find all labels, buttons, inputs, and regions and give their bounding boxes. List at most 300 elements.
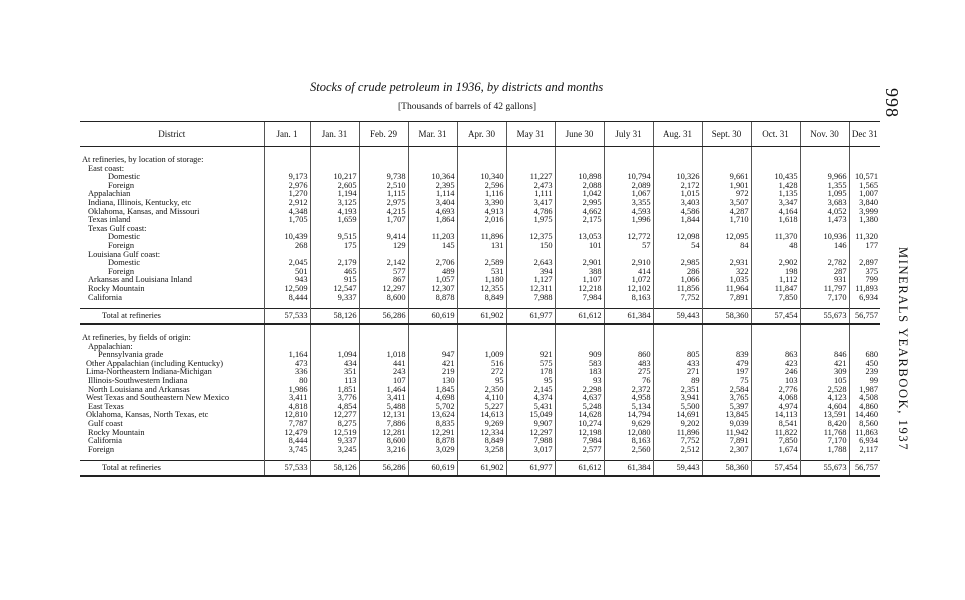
table-cell: 246: [751, 368, 800, 377]
table-cell: 3,765: [702, 394, 751, 403]
empty-cell: [80, 324, 264, 334]
empty-cell: [604, 334, 653, 343]
empty-cell: [604, 147, 653, 157]
empty-cell: [457, 147, 506, 157]
table-cell: 3,776: [310, 394, 359, 403]
table-cell: 6,934: [849, 294, 880, 303]
table-cell: 11,847: [751, 285, 800, 294]
row-label: Arkansas and Louisiana Inland: [88, 276, 192, 285]
table-cell: 11,768: [800, 429, 849, 438]
table-cell: 57: [604, 242, 653, 251]
table-cell: 1,380: [849, 216, 880, 225]
table-cell: 2,995: [555, 199, 604, 208]
table-cell: 239: [849, 368, 880, 377]
table-cell: 1,107: [555, 276, 604, 285]
table-row: [80, 437, 880, 446]
empty-cell: [800, 324, 849, 334]
table-cell: 56,757: [849, 309, 880, 325]
table-row: [80, 182, 880, 191]
empty-cell: [457, 334, 506, 343]
table-cell: 309: [800, 368, 849, 377]
table-cell: 60,619: [408, 309, 457, 325]
table-cell: 12,080: [604, 429, 653, 438]
table-cell: 61,977: [506, 309, 555, 325]
table-cell: 4,110: [457, 394, 506, 403]
table-cell: 947: [408, 351, 457, 360]
table-cell: 2,902: [751, 259, 800, 268]
table-cell: 12,297: [359, 285, 408, 294]
table-cell: 13,053: [555, 233, 604, 242]
table-cell: 1,112: [751, 276, 800, 285]
table-cell: 2,175: [555, 216, 604, 225]
column-header: Jan. 31: [310, 122, 359, 147]
table-cell: 15,049: [506, 411, 555, 420]
empty-cell: [751, 334, 800, 343]
empty-cell: [555, 147, 604, 157]
table-cell: 12,311: [506, 285, 555, 294]
empty-cell: [849, 147, 880, 157]
table-cell: 4,818: [264, 403, 310, 412]
table-cell: 10,898: [555, 173, 604, 182]
table-cell: 575: [506, 360, 555, 369]
total-row: [80, 309, 880, 325]
section-heading: Appalachian:: [88, 342, 133, 351]
table-cell: 4,068: [751, 394, 800, 403]
table-cell: 465: [310, 268, 359, 277]
table-cell: 1,114: [408, 190, 457, 199]
table-cell: 57,454: [751, 309, 800, 325]
table-cell: 268: [264, 242, 310, 251]
table-cell: 271: [653, 368, 702, 377]
table-cell: 12,509: [264, 285, 310, 294]
table-cell: 5,134: [604, 403, 653, 412]
table-cell: 14,628: [555, 411, 604, 420]
empty-cell: [849, 156, 880, 165]
empty-cell: [604, 156, 653, 165]
table-cell: 1,987: [849, 386, 880, 395]
table-cell: 2,117: [849, 446, 880, 455]
empty-cell: [264, 324, 310, 334]
table-cell: 12,277: [310, 411, 359, 420]
column-header: July 31: [604, 122, 653, 147]
table-cell: 577: [359, 268, 408, 277]
table-cell: 56,757: [849, 461, 880, 477]
table-cell: 7,752: [653, 437, 702, 446]
table-row: [80, 208, 880, 217]
row-label: Domestic: [108, 233, 141, 242]
table-cell: 1,851: [310, 386, 359, 395]
table-cell: 7,988: [506, 294, 555, 303]
table-cell: 4,913: [457, 208, 506, 217]
table-cell: 183: [555, 368, 604, 377]
table-cell: 4,586: [653, 208, 702, 217]
empty-cell: [506, 324, 555, 334]
table-cell: 9,738: [359, 173, 408, 182]
table-cell: 10,217: [310, 173, 359, 182]
table-cell: 3,355: [604, 199, 653, 208]
empty-cell: [653, 156, 702, 165]
table-cell: 2,776: [751, 386, 800, 395]
table-cell: 322: [702, 268, 751, 277]
table-cell: 2,045: [264, 259, 310, 268]
table-cell: 3,417: [506, 199, 555, 208]
table-cell: 12,334: [457, 429, 506, 438]
table-row: [80, 285, 880, 294]
table-cell: 9,173: [264, 173, 310, 182]
empty-cell: [359, 324, 408, 334]
row-label: North Louisiana and Arkansas: [88, 385, 190, 394]
table-cell: 8,560: [849, 420, 880, 429]
table-cell: 3,411: [359, 394, 408, 403]
table-cell: 93: [555, 377, 604, 386]
table-cell: 8,878: [408, 294, 457, 303]
table-cell: 9,414: [359, 233, 408, 242]
table-cell: 921: [506, 351, 555, 360]
table-cell: 9,966: [800, 173, 849, 182]
table-cell: 805: [653, 351, 702, 360]
table-cell: 14,460: [849, 411, 880, 420]
section-heading: At refineries, by location of storage:: [82, 156, 204, 164]
empty-cell: [604, 324, 653, 334]
empty-cell: [264, 334, 310, 343]
table-cell: 275: [604, 368, 653, 377]
table-cell: 2,528: [800, 386, 849, 395]
empty-cell: [800, 147, 849, 157]
table-row: [80, 233, 880, 242]
table-cell: 1,901: [702, 182, 751, 191]
table-cell: 1,095: [800, 190, 849, 199]
table-cell: 3,245: [310, 446, 359, 455]
table-cell: 414: [604, 268, 653, 277]
section-heading: At refineries, by fields of origin:: [82, 334, 191, 343]
table-cell: 12,297: [506, 429, 555, 438]
column-header: Apr. 30: [457, 122, 506, 147]
table-cell: 5,702: [408, 403, 457, 412]
table-cell: 7,170: [800, 294, 849, 303]
table-cell: 80: [264, 377, 310, 386]
table-cell: 131: [457, 242, 506, 251]
table-cell: 9,337: [310, 437, 359, 446]
table-cell: 8,835: [408, 420, 457, 429]
row-label: Domestic: [108, 173, 141, 182]
table-cell: 99: [849, 377, 880, 386]
table-cell: 2,172: [653, 182, 702, 191]
empty-cell: [359, 334, 408, 343]
table-cell: 1,072: [604, 276, 653, 285]
table-cell: 8,163: [604, 437, 653, 446]
table-cell: 3,941: [653, 394, 702, 403]
empty-cell: [408, 156, 457, 165]
table-cell: 57,454: [751, 461, 800, 477]
table-cell: 1,111: [506, 190, 555, 199]
table-row: [80, 411, 880, 420]
table-cell: 799: [849, 276, 880, 285]
table-cell: 14,113: [751, 411, 800, 420]
table-cell: 58,126: [310, 461, 359, 477]
table-cell: 9,661: [702, 173, 751, 182]
table-cell: 1,180: [457, 276, 506, 285]
table-cell: 13,591: [800, 411, 849, 420]
table-cell: 2,179: [310, 259, 359, 268]
table-cell: 4,193: [310, 208, 359, 217]
table-cell: 103: [751, 377, 800, 386]
table-cell: 2,782: [800, 259, 849, 268]
row-label: California: [88, 293, 122, 302]
row-label: Domestic: [108, 259, 141, 268]
table-cell: 2,351: [653, 386, 702, 395]
table-cell: 60,619: [408, 461, 457, 477]
table-cell: 3,683: [800, 199, 849, 208]
spacer-row: [80, 324, 880, 334]
table-cell: 1,659: [310, 216, 359, 225]
table-cell: 1,057: [408, 276, 457, 285]
table-cell: 3,404: [408, 199, 457, 208]
empty-cell: [506, 334, 555, 343]
empty-cell: [506, 147, 555, 157]
table-cell: 8,849: [457, 437, 506, 446]
table-cell: 4,604: [800, 403, 849, 412]
table-cell: 113: [310, 377, 359, 386]
column-header: Feb. 29: [359, 122, 408, 147]
table-cell: 7,984: [555, 437, 604, 446]
table-cell: 2,016: [457, 216, 506, 225]
row-label: Indiana, Illinois, Kentucky, etc: [88, 198, 192, 207]
table-cell: 12,479: [264, 429, 310, 438]
table-cell: 10,340: [457, 173, 506, 182]
table-cell: 9,629: [604, 420, 653, 429]
table-cell: 11,797: [800, 285, 849, 294]
table-cell: 2,510: [359, 182, 408, 191]
row-label: Gulf coast: [88, 420, 123, 429]
table-cell: 8,420: [800, 420, 849, 429]
table-cell: 421: [408, 360, 457, 369]
table-cell: 2,976: [264, 182, 310, 191]
empty-cell: [751, 324, 800, 334]
column-header: Mar. 31: [408, 122, 457, 147]
table-cell: 12,291: [408, 429, 457, 438]
table-cell: 8,444: [264, 437, 310, 446]
table-cell: 9,337: [310, 294, 359, 303]
table-cell: 12,355: [457, 285, 506, 294]
table-cell: 55,673: [800, 309, 849, 325]
row-label: East Texas: [88, 402, 124, 411]
table-cell: 3,403: [653, 199, 702, 208]
table-cell: 12,519: [310, 429, 359, 438]
row-label: Foreign: [108, 181, 135, 190]
table-row: [80, 199, 880, 208]
table-cell: 1,270: [264, 190, 310, 199]
table-cell: 1,015: [653, 190, 702, 199]
table-row: [80, 173, 880, 182]
table-cell: 2,372: [604, 386, 653, 395]
empty-cell: [457, 324, 506, 334]
column-header: Dec 31: [849, 122, 880, 147]
table-cell: 10,274: [555, 420, 604, 429]
table-cell: 11,822: [751, 429, 800, 438]
table-cell: 12,198: [555, 429, 604, 438]
table-cell: 5,500: [653, 403, 702, 412]
table-cell: 2,089: [604, 182, 653, 191]
column-header: Sept. 30: [702, 122, 751, 147]
row-label: Rocky Mountain: [88, 284, 145, 293]
table-cell: 2,473: [506, 182, 555, 191]
empty-cell: [800, 156, 849, 165]
table-cell: 150: [506, 242, 555, 251]
table-cell: 516: [457, 360, 506, 369]
table-cell: 14,794: [604, 411, 653, 420]
empty-cell: [408, 147, 457, 157]
table-row: [80, 429, 880, 438]
section-heading-row: [80, 225, 880, 234]
table-cell: 12,131: [359, 411, 408, 420]
table-cell: 3,347: [751, 199, 800, 208]
table-body: [80, 147, 880, 477]
table-cell: 129: [359, 242, 408, 251]
table-cell: 11,227: [506, 173, 555, 182]
table-cell: 1,035: [702, 276, 751, 285]
table-cell: 351: [310, 368, 359, 377]
row-label: Pennsylvania grade: [98, 351, 164, 360]
section-heading: Texas Gulf coast:: [88, 224, 147, 233]
table-cell: 4,698: [408, 394, 457, 403]
column-header: District: [80, 122, 264, 147]
empty-cell: [310, 334, 359, 343]
empty-cell: [310, 324, 359, 334]
table-cell: 5,227: [457, 403, 506, 412]
table-cell: 11,863: [849, 429, 880, 438]
table-cell: 3,745: [264, 446, 310, 455]
table-cell: 12,095: [702, 233, 751, 242]
table-cell: 583: [555, 360, 604, 369]
table-cell: 1,996: [604, 216, 653, 225]
table-cell: 286: [653, 268, 702, 277]
column-header: Nov. 30: [800, 122, 849, 147]
table-cell: 1,115: [359, 190, 408, 199]
table-cell: 10,364: [408, 173, 457, 182]
table-cell: 3,258: [457, 446, 506, 455]
table-cell: 863: [751, 351, 800, 360]
table-row: [80, 446, 880, 455]
table-cell: 9,202: [653, 420, 702, 429]
row-label: Foreign: [108, 267, 135, 276]
table-cell: 2,589: [457, 259, 506, 268]
table-cell: 58,360: [702, 309, 751, 325]
table-cell: 61,612: [555, 461, 604, 477]
table-cell: 1,705: [264, 216, 310, 225]
table-cell: 1,067: [604, 190, 653, 199]
table-cell: 1,042: [555, 190, 604, 199]
table-cell: 10,439: [264, 233, 310, 242]
table-cell: 11,203: [408, 233, 457, 242]
table-cell: 61,384: [604, 309, 653, 325]
table-cell: 479: [702, 360, 751, 369]
table-cell: 5,248: [555, 403, 604, 412]
table-cell: 531: [457, 268, 506, 277]
table-cell: 3,216: [359, 446, 408, 455]
table-cell: 107: [359, 377, 408, 386]
empty-cell: [849, 324, 880, 334]
table-row: [80, 242, 880, 251]
table-cell: 59,443: [653, 461, 702, 477]
table-cell: 101: [555, 242, 604, 251]
empty-cell: [555, 324, 604, 334]
table-cell: 8,878: [408, 437, 457, 446]
table-cell: 4,662: [555, 208, 604, 217]
table-cell: 1,864: [408, 216, 457, 225]
table-cell: 867: [359, 276, 408, 285]
table-cell: 8,275: [310, 420, 359, 429]
row-label: West Texas and Southeastern New Mexico: [86, 394, 230, 403]
row-label: Rocky Mountain: [88, 428, 145, 437]
table-title: Stocks of crude petroleum in 1936, by districts and months: [310, 80, 604, 94]
table-cell: 394: [506, 268, 555, 277]
table-cell: 6,934: [849, 437, 880, 446]
section-heading-row: [80, 343, 880, 352]
table-cell: 1,066: [653, 276, 702, 285]
table-cell: 501: [264, 268, 310, 277]
table-cell: 1,007: [849, 190, 880, 199]
table-cell: 4,593: [604, 208, 653, 217]
table-cell: 2,912: [264, 199, 310, 208]
table-cell: 3,840: [849, 199, 880, 208]
section-heading: East coast:: [88, 164, 125, 173]
empty-cell: [653, 324, 702, 334]
table-cell: 972: [702, 190, 751, 199]
spacer-row: [80, 147, 880, 157]
table-cell: 1,018: [359, 351, 408, 360]
table-row: [80, 351, 880, 360]
empty-cell: [653, 334, 702, 343]
column-header: June 30: [555, 122, 604, 147]
table-cell: 4,508: [849, 394, 880, 403]
table-cell: 287: [800, 268, 849, 277]
empty-cell: [751, 147, 800, 157]
table-cell: 10,435: [751, 173, 800, 182]
table-cell: 146: [800, 242, 849, 251]
header-row: [80, 122, 880, 147]
table-cell: 12,281: [359, 429, 408, 438]
table-cell: 680: [849, 351, 880, 360]
table-cell: 1,464: [359, 386, 408, 395]
table-cell: 12,810: [264, 411, 310, 420]
table-cell: 9,039: [702, 420, 751, 429]
empty-cell: [702, 324, 751, 334]
row-label: Texas inland: [88, 216, 131, 225]
table-cell: 75: [702, 377, 751, 386]
table-cell: 57,533: [264, 309, 310, 325]
empty-cell: [310, 147, 359, 157]
table-cell: 7,752: [653, 294, 702, 303]
table-cell: 197: [702, 368, 751, 377]
table-cell: 3,411: [264, 394, 310, 403]
table-cell: 12,375: [506, 233, 555, 242]
table-cell: 388: [555, 268, 604, 277]
section-heading-row: [80, 334, 880, 343]
empty-cell: [359, 156, 408, 165]
table-cell: 2,088: [555, 182, 604, 191]
table-cell: 5,488: [359, 403, 408, 412]
table-cell: 3,390: [457, 199, 506, 208]
table-cell: 1,618: [751, 216, 800, 225]
table-cell: 4,374: [506, 394, 555, 403]
table-cell: 61,977: [506, 461, 555, 477]
table-cell: 56,286: [359, 461, 408, 477]
table-cell: 14,691: [653, 411, 702, 420]
table-cell: 1,194: [310, 190, 359, 199]
table-cell: 2,897: [849, 259, 880, 268]
page-number: 998: [882, 88, 902, 118]
table-row: [80, 360, 880, 369]
